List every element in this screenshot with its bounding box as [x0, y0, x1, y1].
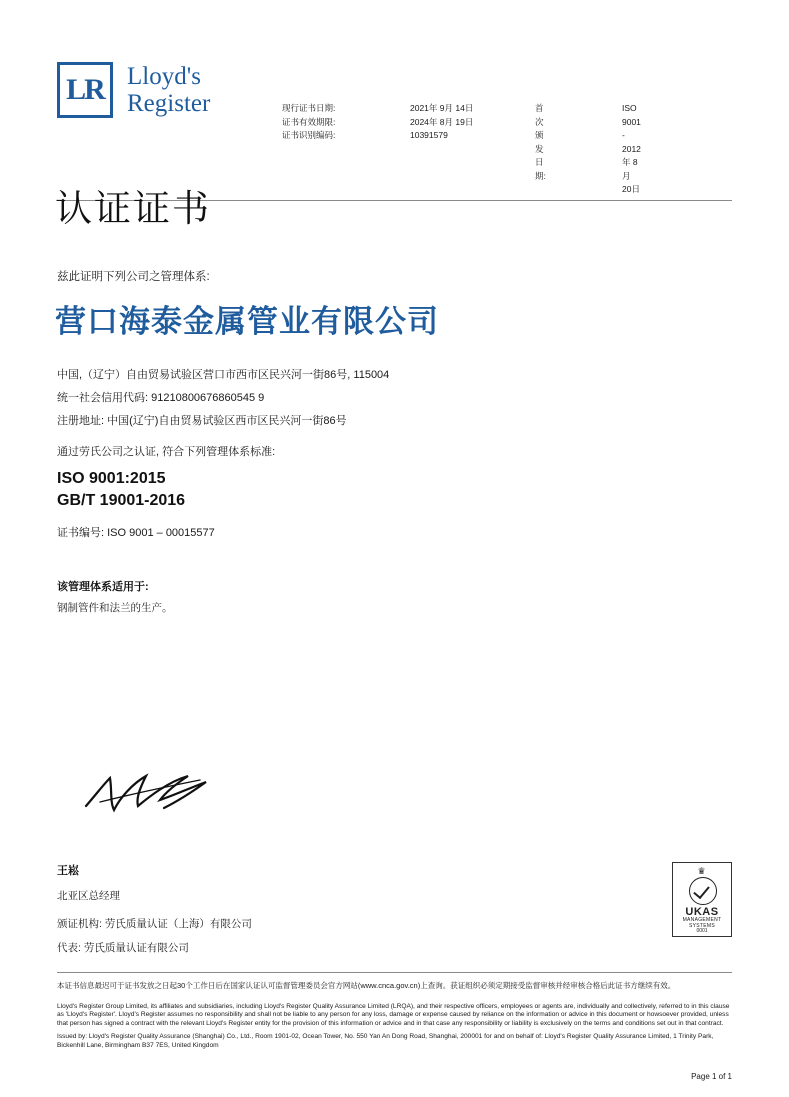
- footer-chinese-note: 本证书信息最迟可于证书发放之日起30个工作日后在国家认证认可监督管理委员会官方网站(www.cnca.gov.cn)上查询。获证组织必须定期接受监督审核并经审核合格后此证书方继续有效。: [57, 981, 676, 990]
- standards-list: [57, 468, 185, 512]
- compliance-statement: 通过劳氏公司之认证, 符合下列管理体系标准:: [57, 446, 276, 458]
- company-registered-address: 注册地址: 中国(辽宁)自由贸易试验区西市区民兴河一街86号: [57, 415, 347, 427]
- footer-disclaimer: Lloyd's Register Group Limited, its affiliates and subsidiaries, including Lloyd's Register Quality Assurance Limited (LRQA), and their respective officers, employees or agents are, individually and collectively, referred to in this clause as 'Lloyd's Register'. Lloyd's Register assumes no responsibility and shall not be liable to any person for any loss, damage or expense caused by reliance on the information or advice in this document or howsoever provided, unless that person has signed a contract with the relevant Lloyd's Register entity for the provision of this information or advice and in that case any responsibility or liability is exclusively on the terms and conditions set out in that contract.: [57, 1003, 730, 1027]
- meta-first-issue-value: ISO 9001 - 2012年 8月 20日: [622, 103, 641, 194]
- document-header: [0, 48, 789, 194]
- signatory-name: 王崧: [57, 865, 79, 877]
- page-title: 认证证书: [55, 188, 211, 229]
- page-number: Page 1 of 1: [691, 1072, 732, 1081]
- signatory-role: 北亚区总经理: [57, 890, 120, 902]
- issuing-body: 颁证机构: 劳氏质量认证（上海）有限公司: [57, 918, 252, 930]
- standard-gbt19001: GB/T 19001-2016: [57, 492, 186, 509]
- logo-wordmark-line1: Lloyd's: [127, 63, 201, 90]
- standard-iso9001: ISO 9001:2015: [57, 470, 166, 487]
- ukas-accreditation-mark: [672, 862, 732, 937]
- meta-value-current-date: 2021年 9月 14日: [410, 103, 474, 113]
- logo-mark-text: LR: [66, 73, 104, 106]
- meta-first-issue-label: 首次颁发日期:: [535, 103, 546, 181]
- ukas-subtitle-line2: SYSTEMS: [689, 923, 715, 929]
- checkmark-icon: [689, 877, 717, 905]
- company-details: [57, 364, 389, 433]
- company-address: 中国,（辽宁）自由贸易试验区营口市西市区民兴河一街86号, 115004: [57, 369, 390, 381]
- company-name: 营口海泰金属管业有限公司: [55, 304, 439, 339]
- crown-icon: ♛: [697, 866, 707, 876]
- meta-label-validity: 证书有效期限:: [282, 116, 336, 127]
- representative: 代表: 劳氏质量认证有限公司: [57, 942, 189, 954]
- ukas-wordmark: UKAS: [685, 906, 719, 918]
- meta-value-validity: 2024年 8月 19日: [410, 116, 474, 127]
- scope-description: 钢制管件和法兰的生产。: [57, 602, 173, 614]
- logo-wordmark: [127, 63, 210, 117]
- signature-icon: [80, 762, 240, 822]
- lloyds-register-logo: [57, 62, 210, 118]
- footer-english-note: [57, 1003, 732, 1055]
- meta-label-identity-code: 证书识别编码:: [282, 130, 336, 140]
- meta-labels: [282, 102, 335, 143]
- logo-mark-icon: [57, 62, 113, 118]
- meta-values: [410, 102, 473, 143]
- company-credit-code: 统一社会信用代码: 91210800676860545 9: [57, 392, 265, 404]
- certificate-number: 证书编号: ISO 9001 – 00015577: [57, 527, 215, 539]
- footer-divider: [57, 972, 732, 973]
- scope-heading: 该管理体系适用于:: [57, 581, 149, 593]
- ukas-subtitle-line1: MANAGEMENT: [682, 917, 722, 923]
- footer-issued-by: Issued by: Lloyd's Register Quality Assurance (Shanghai) Co., Ltd., Room 1901-02, Ocean Tower, No. 550 Yan An Dong Road, Shanghai, 200001 for and on behalf of: Lloyd's Register Quality Assurance Limited, 1 Trinity Park, Bickenhill Lane, Birmingham B37 7ES, United Kingdom: [57, 1033, 714, 1049]
- logo-wordmark-line2: Register: [127, 90, 211, 117]
- ukas-number: 0001: [696, 928, 708, 934]
- meta-value-identity-code: 10391579: [410, 130, 448, 140]
- intro-text: 兹此证明下列公司之管理体系:: [57, 271, 210, 283]
- meta-label-current-date: 现行证书日期:: [282, 103, 336, 113]
